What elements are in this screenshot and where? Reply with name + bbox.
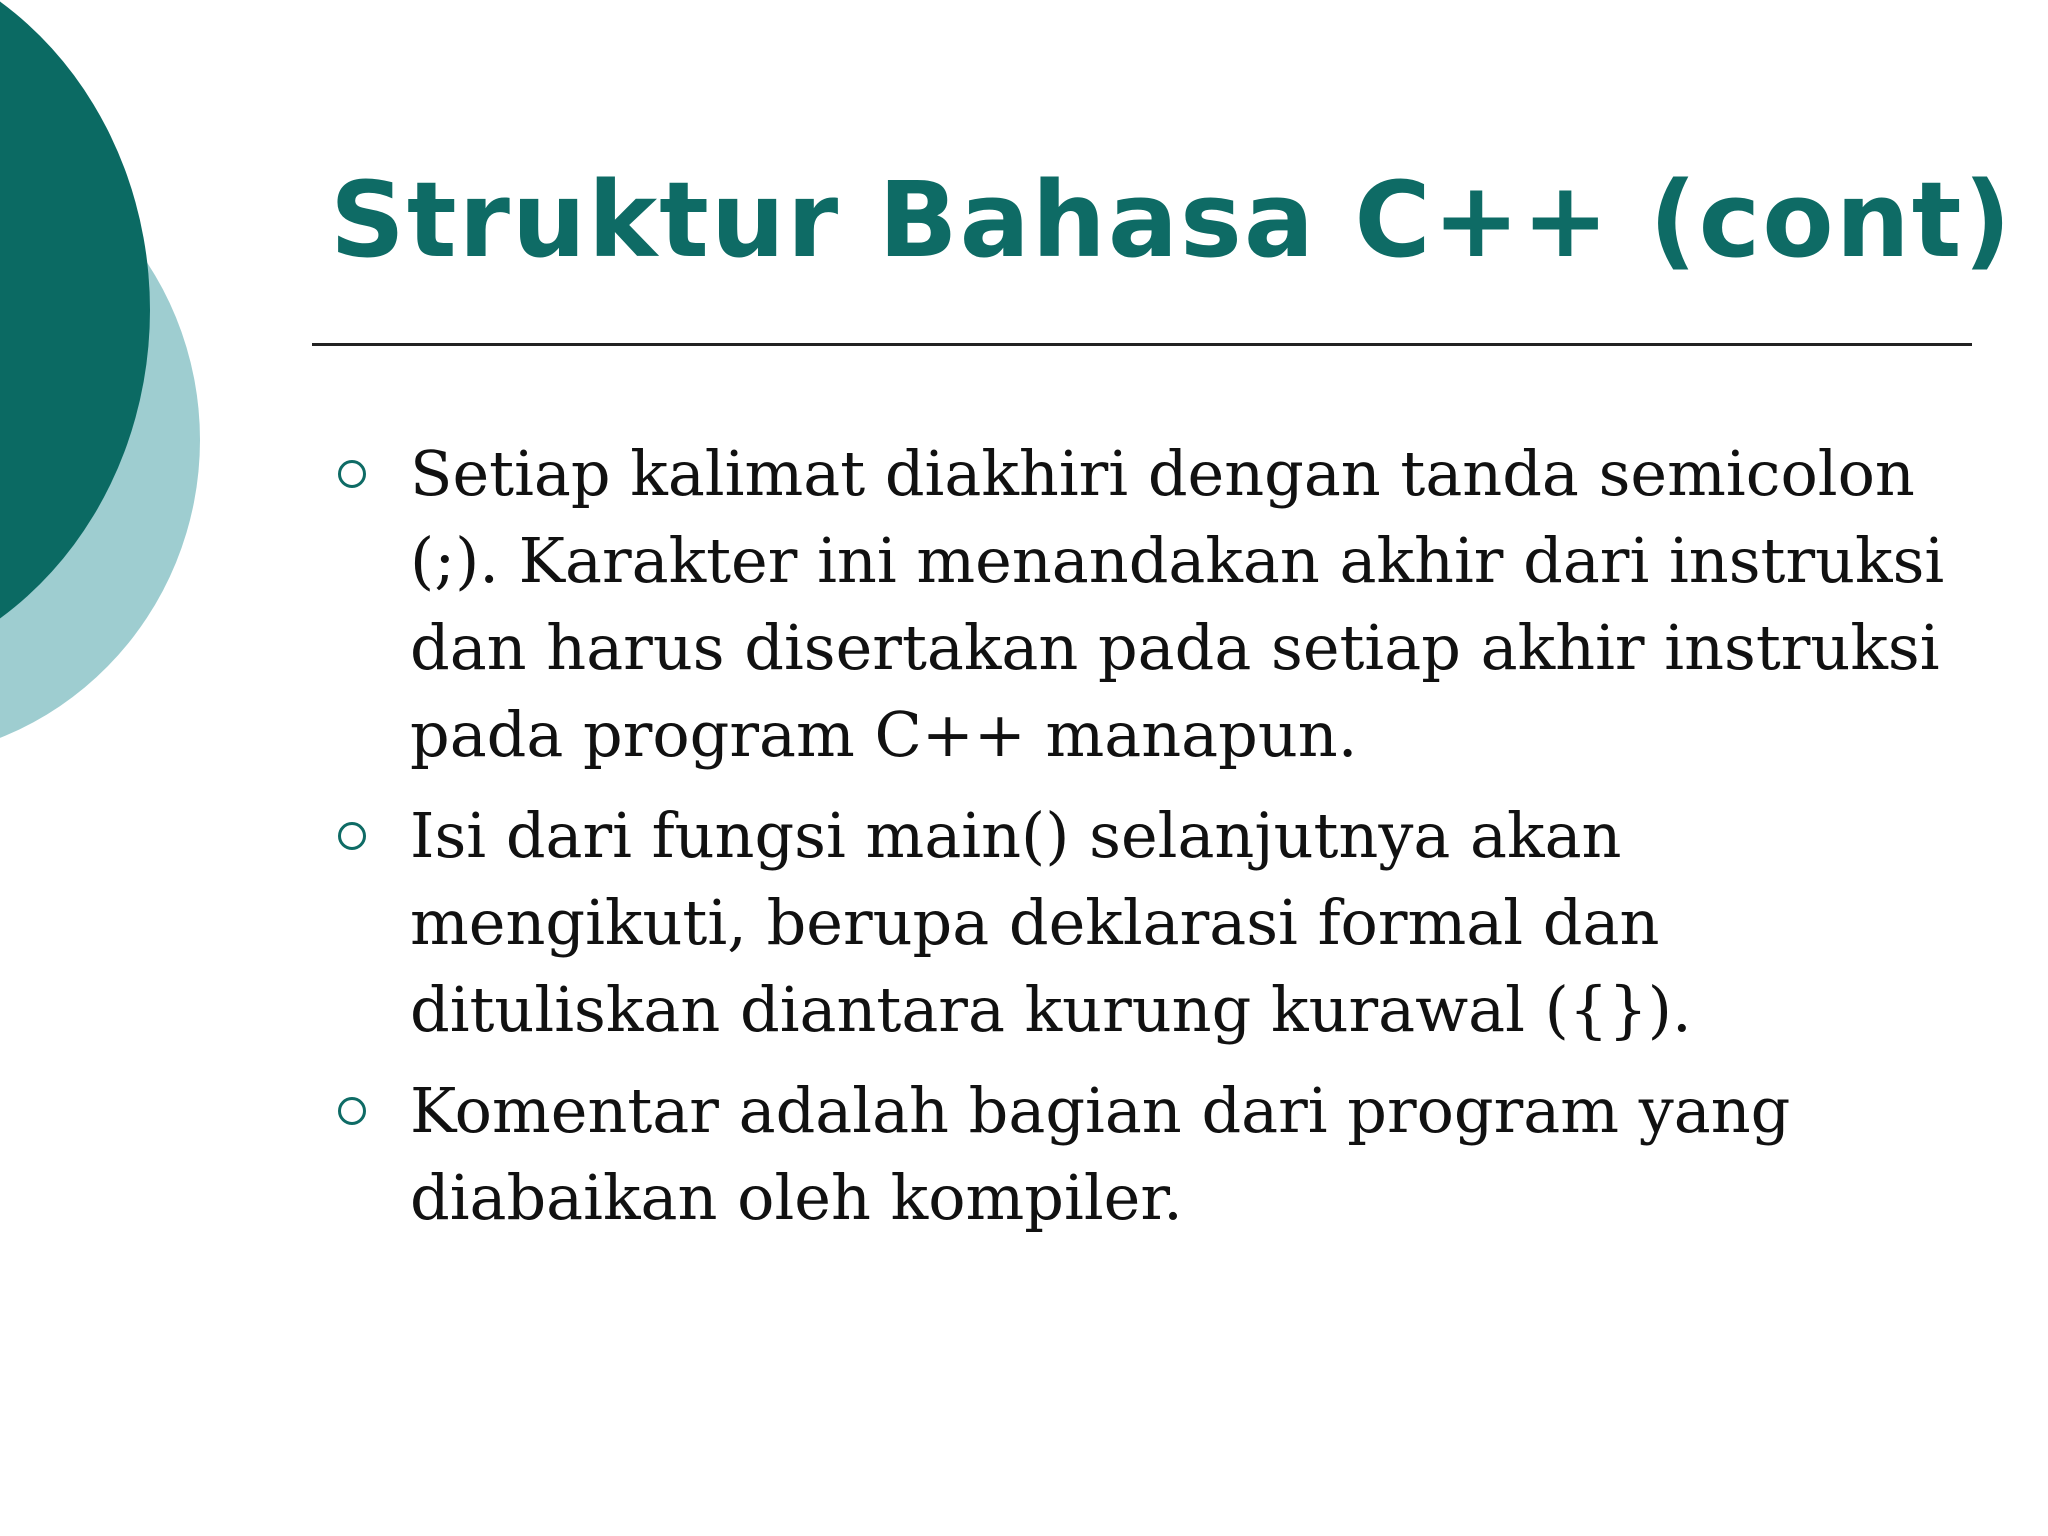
hollow-circle-bullet-icon xyxy=(338,1097,366,1125)
bullet-item xyxy=(330,792,1950,1053)
hollow-circle-bullet-icon xyxy=(338,460,366,488)
bullet-text: Isi dari fungsi main() selanjutnya akan mengikuti, berupa deklarasi formal dan dituliskan diantara kurung kurawal ({}). xyxy=(410,799,1692,1046)
bullet-item xyxy=(330,430,1950,778)
bullet-item xyxy=(330,1067,1950,1241)
hollow-circle-bullet-icon xyxy=(338,822,366,850)
slide-title: Struktur Bahasa C++ (cont) xyxy=(330,159,2014,281)
title-divider xyxy=(312,343,1972,346)
bullet-text: Setiap kalimat diakhiri dengan tanda semicolon (;). Karakter ini menandakan akhir dari instruksi dan harus disertakan pada setiap akhir instruksi pada program C++ manapun. xyxy=(410,437,1945,771)
bullet-list xyxy=(330,430,1950,1255)
bullet-text: Komentar adalah bagian dari program yang diabaikan oleh kompiler. xyxy=(410,1074,1791,1234)
